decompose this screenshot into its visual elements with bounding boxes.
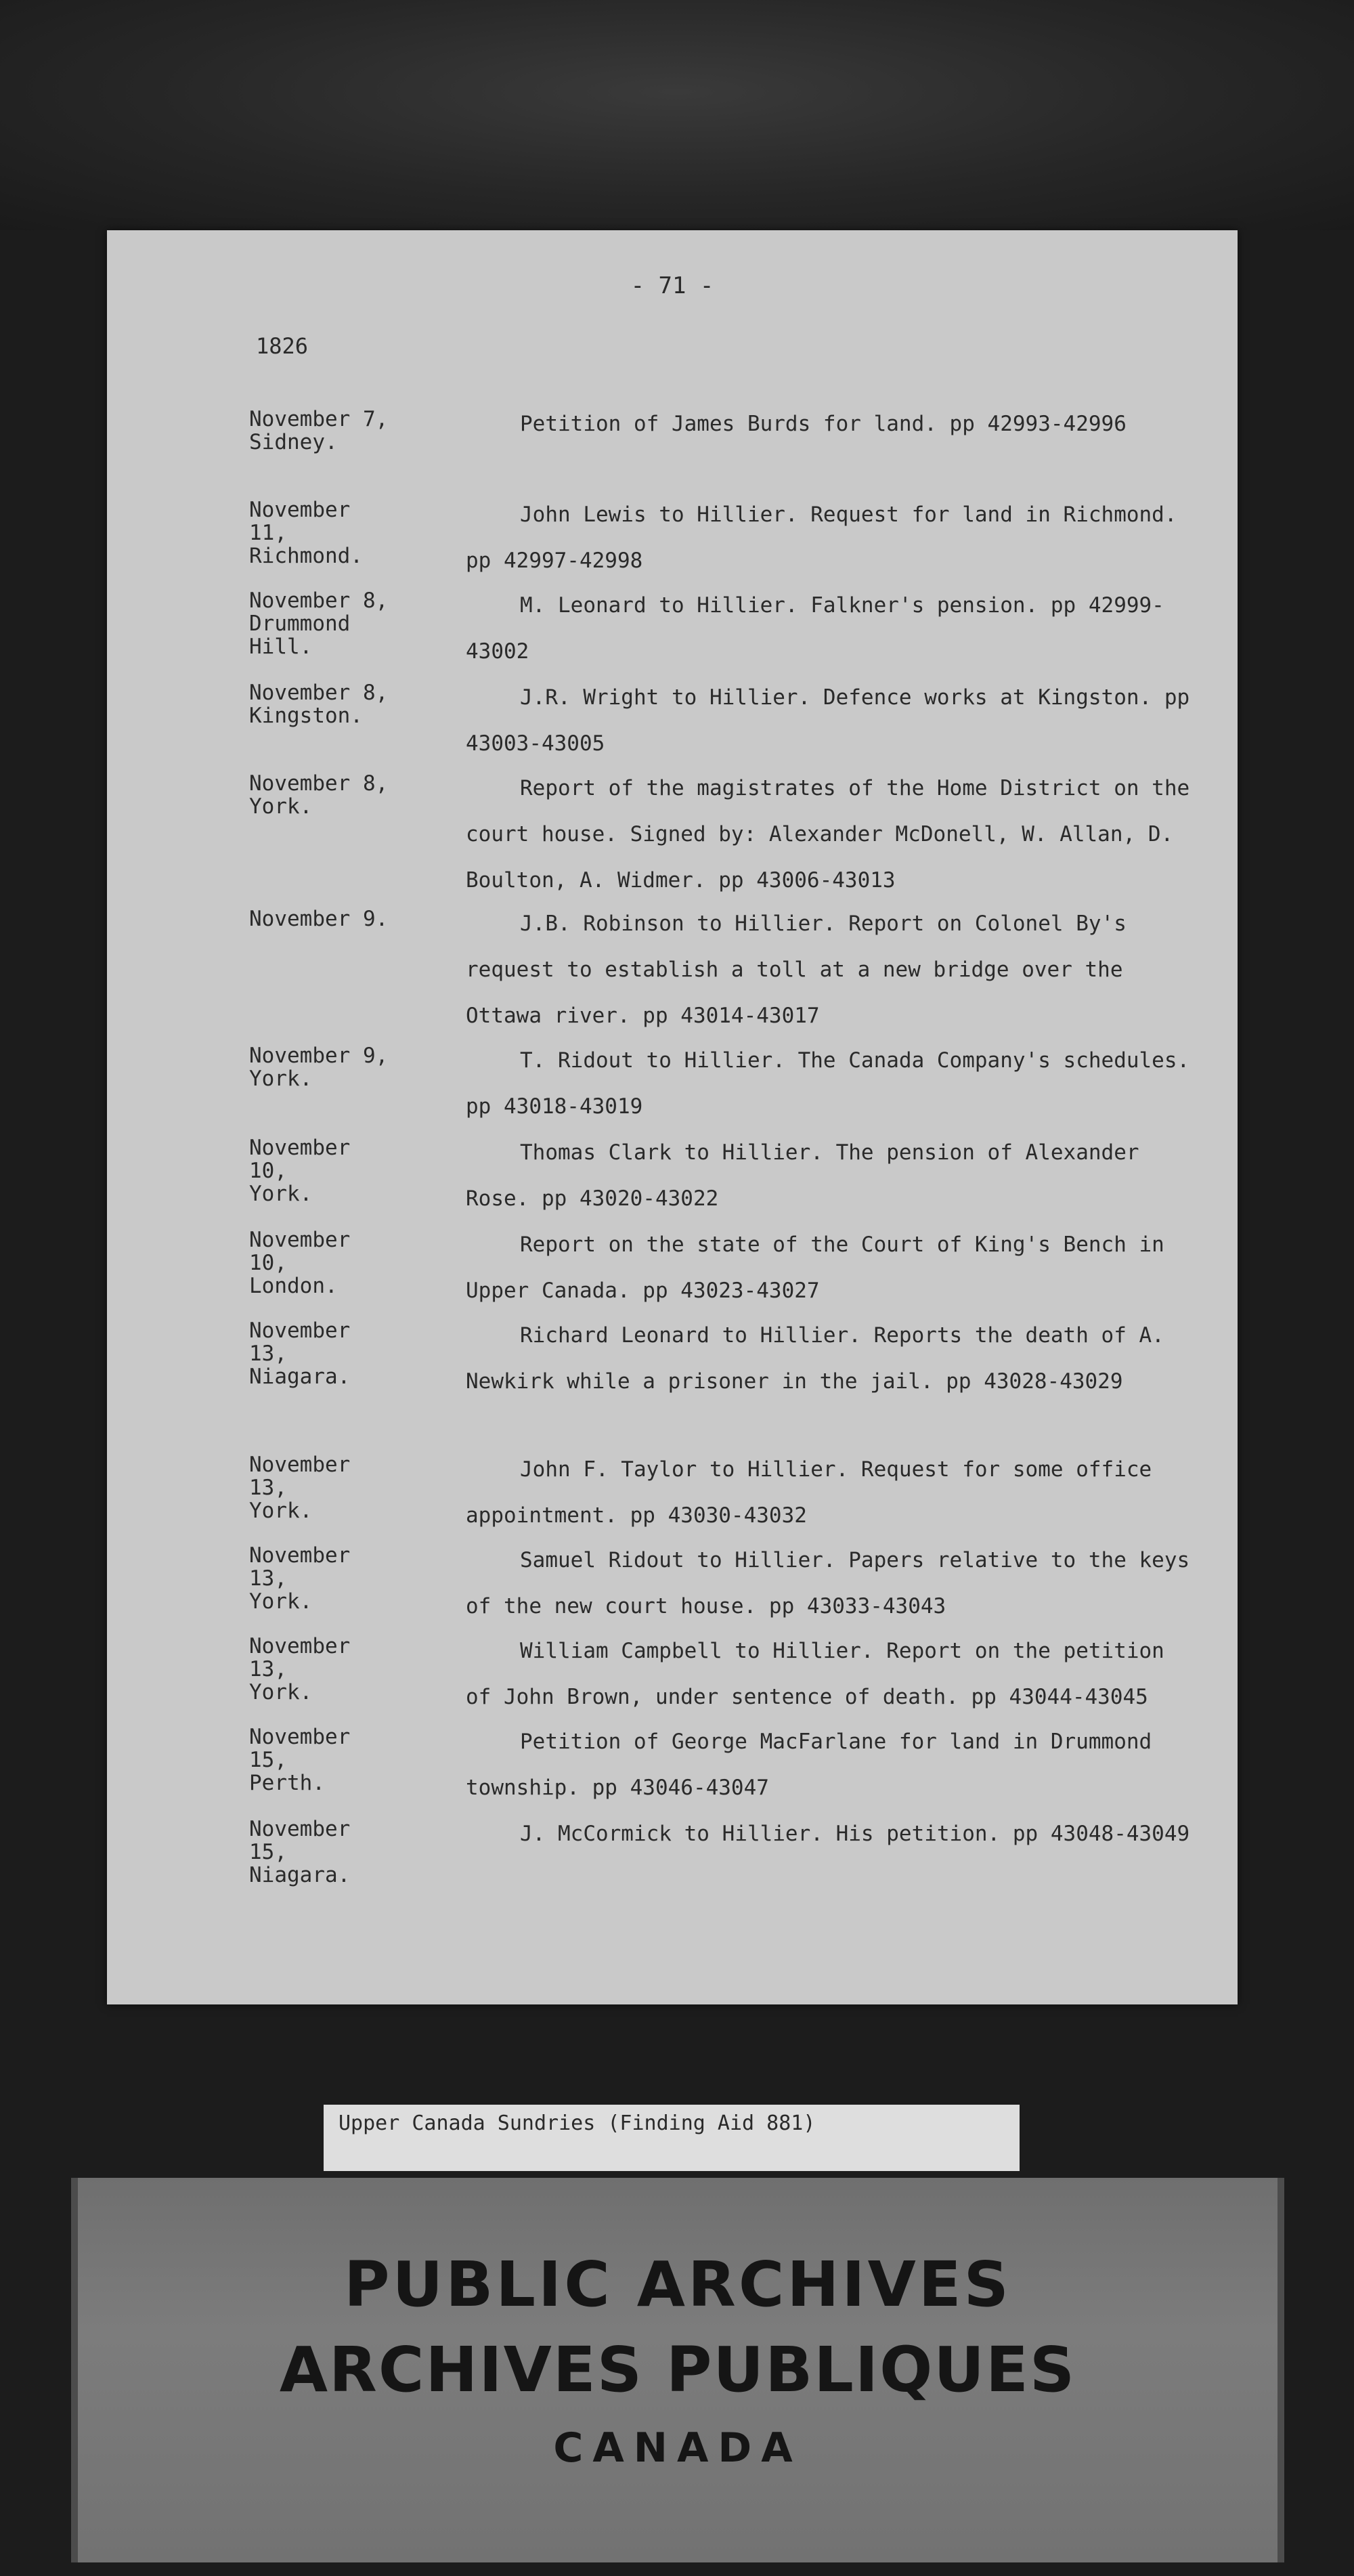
- entry-date: November 10, York.: [249, 1136, 351, 1206]
- entry-text: John F. Taylor to Hillier. Request for some office appointment. pp 43030-43032: [466, 1457, 1152, 1528]
- entry-date: November 13, Niagara.: [249, 1318, 351, 1389]
- entry-text: John Lewis to Hillier. Request for land in Richmond. pp 42997-42998: [466, 502, 1177, 573]
- archives-stamp: [71, 2178, 1284, 2562]
- entry-text: J. McCormick to Hillier. His petition. pp 43048-43049: [520, 1822, 1190, 1846]
- entry-date: November 13, York.: [249, 1453, 351, 1523]
- entry-text: M. Leonard to Hillier. Falkner's pension. pp 42999-43002: [466, 593, 1164, 664]
- entry-text: Thomas Clark to Hillier. The pension of Alexander Rose. pp 43020-43022: [466, 1140, 1139, 1211]
- entry-text: T. Ridout to Hillier. The Canada Company's schedules. pp 43018-43019: [466, 1048, 1190, 1119]
- stamp-line-public-archives: PUBLIC ARCHIVES: [344, 2248, 1011, 2321]
- entry-date: November 9, York.: [249, 1044, 389, 1091]
- entry-text: William Campbell to Hillier. Report on the petition of John Brown, under sentence of death. pp 43044-43045: [466, 1639, 1164, 1709]
- stamp-line-archives-publiques: ARCHIVES PUBLIQUES: [279, 2334, 1076, 2406]
- entry-text: Report of the magistrates of the Home District on the court house. Signed by: Alexander McDonell, W. Allan, D. Boulton, A. Widmer. pp 43006-43013: [466, 776, 1190, 893]
- entry-date: November 8, Drummond Hill.: [249, 588, 389, 659]
- finding-aid-label: Upper Canada Sundries (Finding Aid 881): [324, 2105, 1020, 2171]
- film-background: [0, 0, 1354, 230]
- document-page: [107, 230, 1238, 2004]
- entry-text: Samuel Ridout to Hillier. Papers relative to the keys of the new court house. pp 43033-43043: [466, 1548, 1190, 1618]
- entry-date: November 8, Kingston.: [249, 681, 389, 728]
- entry-date: November 13, York.: [249, 1543, 351, 1614]
- entry-text: Report on the state of the Court of King's Bench in Upper Canada. pp 43023-43027: [466, 1232, 1164, 1303]
- entry-text: Petition of James Burds for land. pp 42993-42996: [520, 412, 1127, 436]
- entry-date: November 10, London.: [249, 1228, 351, 1298]
- entry-date: November 11, Richmond.: [249, 498, 363, 568]
- stamp-line-canada: CANADA: [553, 2424, 802, 2472]
- entry-text: J.B. Robinson to Hillier. Report on Colonel By's request to establish a toll at a new bridge over the Ottawa river. pp 43014-43017: [466, 911, 1127, 1028]
- entry-date: November 9.: [249, 907, 389, 931]
- entry-text: J.R. Wright to Hillier. Defence works at Kingston. pp 43003-43005: [466, 685, 1190, 756]
- document-year: 1826: [256, 333, 309, 359]
- entry-text: Richard Leonard to Hillier. Reports the death of A. Newkirk while a prisoner in the jail. pp 43028-43029: [466, 1323, 1164, 1394]
- entry-date: November 15, Perth.: [249, 1725, 351, 1795]
- entry-date: November 7, Sidney.: [249, 407, 389, 454]
- entry-text: Petition of George MacFarlane for land in Drummond township. pp 43046-43047: [466, 1730, 1152, 1800]
- page-number: - 71 -: [630, 272, 714, 299]
- entry-date: November 8, York.: [249, 771, 389, 819]
- entry-date: November 13, York.: [249, 1634, 351, 1704]
- entry-date: November 15, Niagara.: [249, 1817, 351, 1887]
